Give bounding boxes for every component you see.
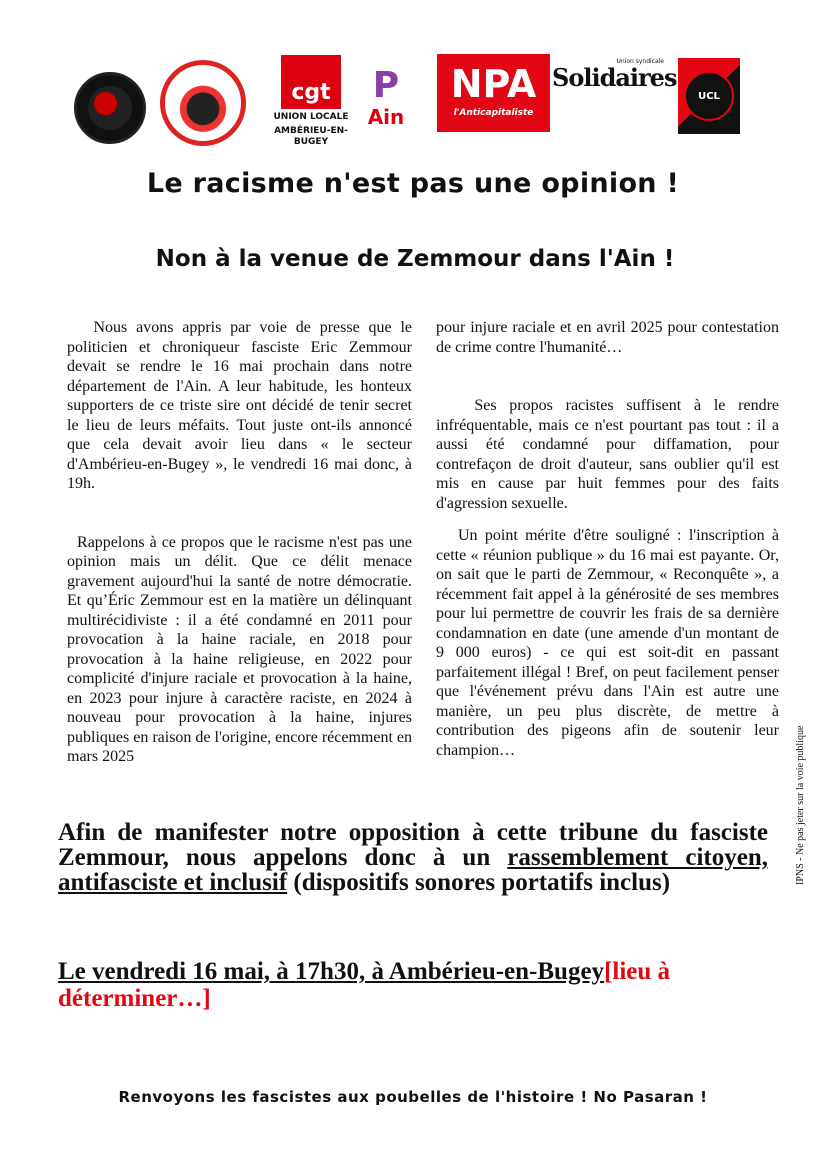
event-details bbox=[58, 958, 768, 1012]
event-place-pending: [lieu à déterminer…] bbox=[58, 958, 671, 1012]
paragraph-press-text: Nous avons appris par voie de presse que le politicien et chroniqueur fasciste Eric Zemmour devait se rendre le 16 mai prochain dans notre département de l'Ain. A leur habitude, les honteux supporters de ce triste sire ont décidé de tenir secret le lieu de leurs méfaits. Tout juste ont-ils annoncé que cela devait avoir lieu dans « le secteur d'Ambérieu-en-Bugey », le vendredi 16 mai donc, à 19h. bbox=[67, 319, 413, 492]
cgt-line2: AMBÉRIEU-EN-BUGEY bbox=[274, 126, 348, 147]
page-subtitle: Non à la venue de Zemmour dans l'Ain ! bbox=[155, 246, 675, 272]
ucl-mark: UCL bbox=[684, 71, 734, 121]
callout-underlined: rassemblement citoyen, antifasciste et inclusif bbox=[58, 844, 768, 896]
right-column bbox=[436, 318, 779, 760]
ipns-notice: IPNS - Ne pas jeter sur la voie publique bbox=[795, 725, 806, 885]
paragraph-continuation: pour injure raciale et en avril 2025 pour contestation de crime contre l'humanité… bbox=[436, 319, 779, 356]
cgt-logo bbox=[265, 55, 357, 147]
ucl-logo bbox=[678, 58, 740, 134]
npa-subtitle: l'Anticapitaliste bbox=[453, 108, 534, 118]
paragraph-payment bbox=[436, 526, 779, 760]
ce01-emblem bbox=[174, 74, 232, 132]
ce01-logo bbox=[160, 60, 246, 146]
call-to-action bbox=[58, 820, 768, 895]
solidaires-small-text: Union syndicale bbox=[616, 58, 664, 65]
paragraph-press bbox=[67, 318, 412, 494]
paragraph-racism bbox=[67, 533, 412, 767]
solidaires-logo bbox=[552, 58, 677, 98]
npa-logo bbox=[437, 54, 550, 132]
event-when-where: Le vendredi 16 mai, à 17h30, à Ambérieu-en-Bugey bbox=[58, 958, 605, 985]
callout-text-2: (dispositifs sonores portatifs inclus) bbox=[287, 869, 671, 896]
pcf-mark: P bbox=[372, 65, 400, 106]
npa-mark: NPA bbox=[450, 62, 537, 106]
callout-text-1: Afin de manifester notre opposition à cette tribune du fasciste Zemmour, nous appelons donc à un bbox=[58, 819, 768, 871]
antifa-emblem bbox=[88, 86, 132, 130]
paragraph-convictions bbox=[436, 396, 779, 513]
logo-bar bbox=[0, 50, 826, 150]
pcf-place: Ain bbox=[367, 105, 405, 129]
solidaires-mark: Solidaires bbox=[552, 63, 677, 92]
page-title: Le racisme n'est pas une opinion ! bbox=[146, 168, 680, 199]
footer-slogan: Renvoyons les fascistes aux poubelles de l'histoire ! No Pasaran ! bbox=[118, 1088, 708, 1106]
cgt-line1: UNION LOCALE bbox=[273, 112, 349, 122]
left-column bbox=[67, 318, 412, 767]
paragraph-racism-text: Rappelons à ce propos que le racisme n'est pas une opinion mais un délit. Que ce délit menace gravement aujourd'hui la santé de notre démocratie. Et qu’Éric Zemmour est en la matière un délinquant multirécidiviste : il a été condamné en 2011 pour provocation à la haine raciale, en 2018 pour provocation à la haine religieuse, en 2022 pour complicité d'injure raciale et provocation à la haine, en 2023 pour injure à caractère raciste, en 2024 à nouveau pour provocation à la haine, injures publiques en raison de l'origine, encore récemment en mars 2025 bbox=[67, 533, 413, 765]
paragraph-payment-text: Un point mérite d'être souligné : l'inscription à cette « réunion publique » du 16 mai est payante. Or, on sait que le parti de Zemmour, « Reconquête », a récemment fait appel à la générosité de ses membres pour lui permettre de couvrir les frais de sa dernière condamnation en date (une amende d'un montant de 9 000 euros) - ce qui est soit-dit en passant parfaitement illégal ! Bref, on peut facilement penser que l'événement prévu dans l'Ain est autre une manière, un peu plus discrète, de mettre à contribution des pigeons afin de soutenir leur champion… bbox=[436, 527, 780, 759]
action-antifasciste-logo bbox=[74, 72, 146, 144]
cgt-mark: cgt bbox=[281, 55, 341, 109]
pcf-logo bbox=[364, 66, 408, 142]
paragraph-convictions-text: Ses propos racistes suffisent à le rendre infréquentable, mais ce n'est pourtant pas tout : il a aussi été condamné pour diffamation, pour contrefaçon de droit d'auteur, sans oublier qu'il est mis en cause par huit femmes pour des faits d'agression sexuelle. bbox=[436, 397, 780, 512]
